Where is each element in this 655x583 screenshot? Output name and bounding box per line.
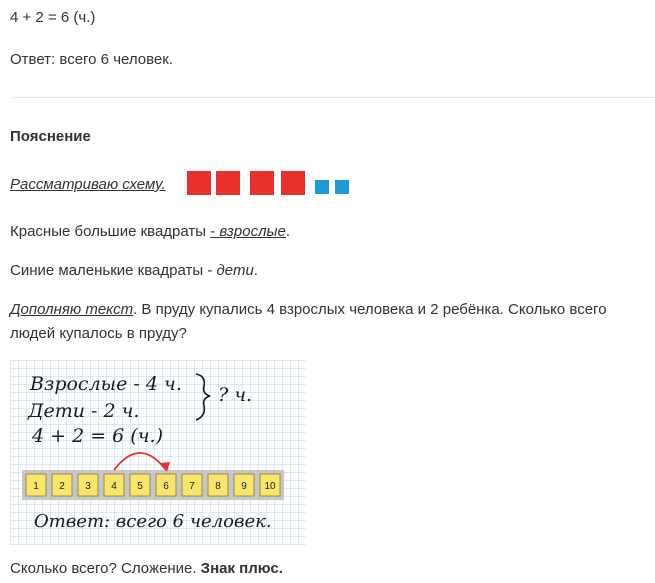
notebook-adults-line: Взрослые - 4 ч. — [30, 373, 182, 395]
number-cell-label: 6 — [163, 481, 169, 492]
section-divider — [10, 97, 655, 98]
solution-equation: 4 + 2 = 6 (ч.) — [10, 9, 96, 26]
scheme-label — [10, 176, 166, 193]
blue-line-suffix: . — [253, 262, 258, 279]
number-cell-label: 4 — [111, 481, 117, 492]
number-cell-label: 3 — [85, 481, 91, 492]
big-square — [281, 171, 305, 195]
number-cell-label: 1 — [33, 481, 39, 492]
conclusion-bold: Знак плюс. — [200, 560, 283, 577]
number-cell-label: 9 — [241, 481, 247, 492]
big-square — [250, 171, 274, 195]
small-square — [315, 180, 329, 194]
big-square — [187, 171, 211, 195]
notebook-children-line: Дети - 2 ч. — [28, 400, 140, 422]
number-cell-label: 8 — [215, 481, 221, 492]
blue-squares-line — [10, 262, 258, 279]
task-paragraph — [10, 298, 650, 346]
solution-answer: Ответ: всего 6 человек. — [10, 51, 173, 68]
number-cell-label: 5 — [137, 481, 143, 492]
explanation-heading: Пояснение — [10, 128, 91, 145]
blue-line-word: дети — [216, 262, 254, 279]
number-cell-label: 10 — [264, 481, 276, 492]
task-label: Дополняю текст — [10, 301, 134, 318]
small-square — [335, 180, 349, 194]
conclusion-text: Сколько всего? Сложение. — [10, 560, 201, 577]
red-line-sep: - — [210, 223, 220, 240]
blue-line-prefix: Синие маленькие квадраты - — [10, 262, 217, 279]
red-line-suffix: . — [285, 223, 291, 240]
notebook-question: ? ч. — [218, 384, 253, 406]
notebook-answer: Ответ: всего 6 человек. — [34, 511, 272, 532]
scheme-label-text: Рассматриваю схему. — [10, 176, 166, 193]
number-cell-label: 7 — [189, 481, 195, 492]
big-square — [216, 171, 240, 195]
notebook-image — [10, 360, 306, 545]
task-text: . В пруду купались 4 взрослых человека и 2 ребёнка. Сколько всего людей купалось в пруду? — [10, 301, 607, 342]
red-line-prefix: Красные большие квадраты — [10, 223, 211, 240]
red-squares-line — [10, 223, 290, 240]
number-cell-label: 2 — [59, 481, 65, 492]
conclusion-line — [10, 560, 283, 577]
red-line-word: взрослые — [219, 223, 286, 240]
notebook-equation: 4 + 2 = 6 (ч.) — [32, 425, 163, 447]
